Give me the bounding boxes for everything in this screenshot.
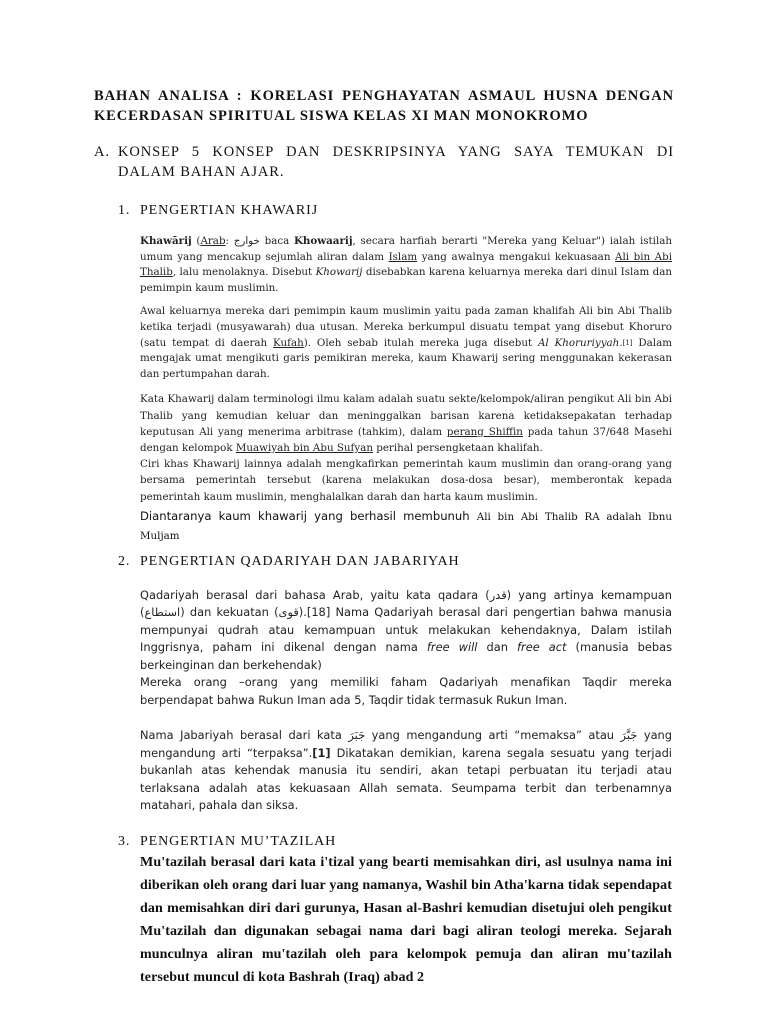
- khawarij-paragraph-3: Kata Khawarij dalam terminologi ilmu kalam adalah suatu sekte/kelompok/aliran pengikut Ali bin Abi Thalib yang kemudian keluar dan meninggalkan barisan karena ketidaksepakatan terhadap keputusan Ali yang menerima arbitrase (tahkim), dalam perang Shiffin pada tahun 37/648 Masehi dengan kelompok Muawiyah bin Abu Sufyan perihal persengketaan khalifah.: [140, 393, 673, 454]
- section-2: [118, 553, 674, 571]
- qadariyah-paragraph-2: Mereka orang –orang yang memiliki faham Qadariyah menafikan Taqdir mereka berpendapat bahwa Rukun Iman ada 5, Taqdir tidak termasuk Rukun Iman.: [140, 675, 672, 707]
- arabic-khawarij: خوارج: [233, 235, 260, 247]
- section-a-line-1: KONSEP 5 KONSEP DAN DESKRIPSINYA YANG SAYA TEMUKAN DI: [118, 144, 674, 160]
- document-title: [94, 86, 674, 126]
- khawarij-paragraph-2: Awal keluarnya mereka dari pemimpin kaum muslimin yaitu pada zaman khalifah Ali bin Abi Thalib ketika terjadi (musyawarah) dua utusan. Mereka berkumpul disuatu tempat yang disebut Khoruro (satu tempat di daerah Kufah). Oleh sebab itulah mereka juga disebut Al Khoruriyyah.[1] Dalam mengajak umat mengikuti garis pemikiran mereka, kaum Khawarij sering menggunakan kekerasan dan pertumpahan darah.: [140, 305, 672, 380]
- section-3-body: [140, 851, 672, 989]
- section-2-body: [140, 587, 672, 815]
- khawarij-paragraph-4: Ciri khas Khawarij lainnya adalah mengkafirkan pemerintah kaum muslimin dan orang-orang yang bersama pemerintah tersebut (karena melakukan dosa-dosa besar), memberontak kepada pemerintah kaum muslimin, menghalalkan darah dan harta kaum muslimin.: [140, 458, 672, 503]
- section-1: [118, 202, 674, 220]
- link-ali-bin-abi-thalib[interactable]: Ali bin Abi Thalib: [140, 250, 672, 279]
- section-1-heading: 1. PENGERTIAN KHAWARIJ: [118, 203, 319, 218]
- section-a-label: A.: [94, 144, 110, 160]
- qadariyah-paragraph-1: Qadariyah berasal dari bahasa Arab, yaitu kata qadara (قدر) yang artinya kemampuan (استطاع) dan kekuatan (قوى).[18] Nama Qadariyah berasal dari pengertian bahwa manusia mempunyai qudrah atau kemampuan untuk melakukan kehendaknya, Dalam istilah Inggrisnya, paham ini dikenal dengan nama free will dan free act (manusia bebas berkeinginan dan berkehendak): [140, 587, 673, 672]
- section-3-heading: 3. PENGERTIAN MU’TAZILAH: [118, 833, 337, 849]
- link-muawiyah[interactable]: Muawiyah bin Abu Sufyan: [235, 441, 373, 454]
- section-3: [118, 833, 674, 851]
- title-line-1: BAHAN ANALISA : KORELASI PENGHAYATAN ASMAUL HUSNA DENGAN: [94, 88, 674, 104]
- footnote-ref-2[interactable]: [1]: [312, 745, 331, 760]
- title-line-2: KECERDASAN SPIRITUAL SISWA KELAS XI MAN MONOKROMO: [94, 108, 589, 124]
- jabariyah-paragraph: Nama Jabariyah berasal dari kata جَبَرَ yang mengandung arti “memaksa” atau جَبَّرَ yang mengandung arti “terpaksa”.[1] Dikatakan demikian, karena segala sesuatu yang terjadi bukanlah atas kehendak manusia itu sendiri, akan tetapi perbuatan itu terjadi atau terlaksana adalah atas kekuasaan Allah semata. Seumpama terbit dan terbenamnya matahari, pahala dan siksa.: [140, 728, 673, 813]
- section-a-heading: [94, 142, 674, 182]
- section-2-heading: 2. PENGERTIAN QADARIYAH DAN JABARIYAH: [118, 553, 460, 569]
- khawarij-paragraph-1: Khawārij (Arab: خوارج baca Khowaarij, secara harfiah berarti "Mereka yang Keluar") ialah istilah umum yang mencakup sejumlah aliran dalam Islam yang awalnya mengakui kekuasaan Ali bin Abi Thalib, lalu menolaknya. Disebut Khowarij disebabkan karena keluarnya mereka dari dinul Islam dan pemimpin kaum muslimin.: [140, 235, 673, 294]
- section-1-body: [140, 234, 672, 545]
- link-arab[interactable]: Arab: [200, 235, 226, 247]
- footnote-ref-1[interactable]: [1]: [622, 338, 633, 347]
- mutazilah-paragraph: Mu'tazilah berasal dari kata i'tizal yang bearti memisahkan diri, asl usulnya nama ini diberikan oleh orang dari luar yang namanya, Washil bin Atha'karna tidak sependapat dan memisahkan diri dari gurunya, Hasan al-Bashri kemudian disetujui oleh pengikut Mu'tazilah dan digunakan sebagai nama dari bagi aliran teologi mereka. Sejarah munculnya aliran mu'tazilah oleh para kelompok pemuja dan aliran mu'tazilah tersebut muncul di kota Bashrah (Iraq) abad 2: [140, 854, 672, 985]
- section-a-line-2: DALAM BAHAN AJAR.: [118, 164, 285, 180]
- link-kufah[interactable]: Kufah: [273, 336, 304, 349]
- link-islam[interactable]: Islam: [388, 250, 418, 263]
- khawarij-paragraph-5: Diantaranya kaum khawarij yang berhasil membunuh Ali bin Abi Thalib RA adalah Ibnu Muljam: [140, 508, 673, 542]
- link-perang-shiffin[interactable]: perang Shiffin: [446, 425, 523, 438]
